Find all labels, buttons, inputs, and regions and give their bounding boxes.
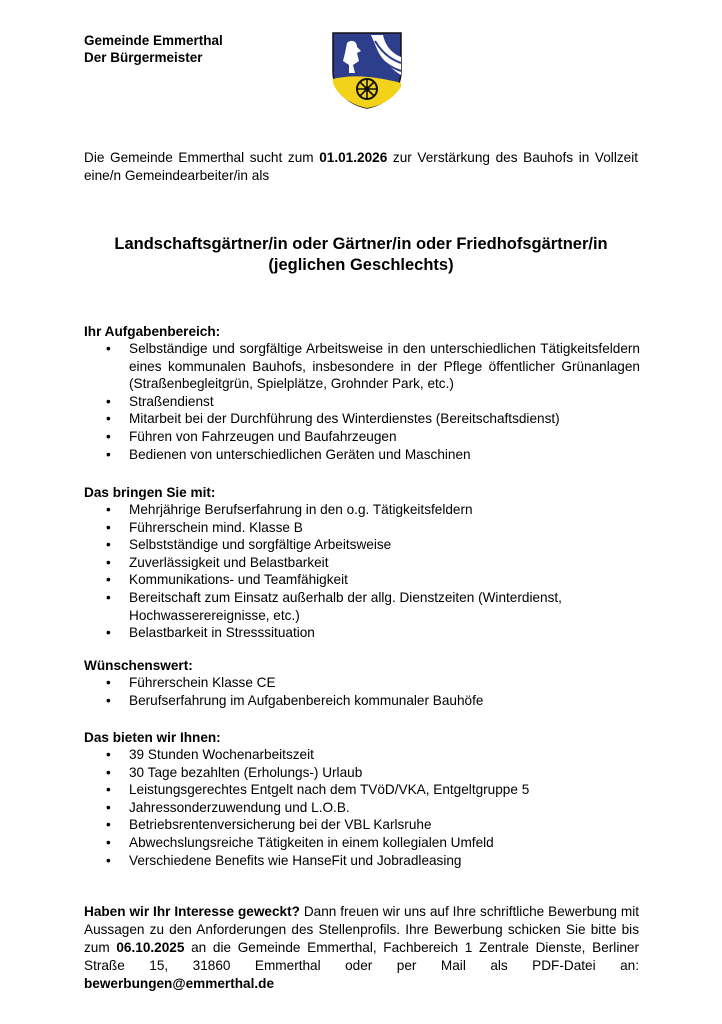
bullet-icon: • bbox=[106, 554, 111, 570]
section-mitbringen bbox=[84, 484, 640, 642]
bullet-icon: • bbox=[106, 782, 111, 798]
list-item: • Bedienen von unterschiedlichen Geräten und Maschinen bbox=[106, 446, 471, 462]
intro-paragraph bbox=[84, 149, 638, 185]
bullet-icon: • bbox=[106, 428, 111, 444]
section-wuenschenswert bbox=[84, 657, 640, 709]
job-title-line2: (jeglichen Geschlechts) bbox=[268, 256, 454, 274]
list-item: • Mitarbeit bei der Durchführung des Winterdienstes (Bereitschaftsdienst) bbox=[106, 411, 560, 427]
closing-paragraph bbox=[84, 903, 639, 993]
closing-text-2: an die Gemeinde Emmerthal, Fachbereich 1 Zentrale Dienste, Berliner Straße 15, 31860 Emmerthal oder per Mail als PDF-Datei an: bbox=[84, 940, 639, 973]
closing-lead: Haben wir Ihr Interesse geweckt? bbox=[84, 904, 300, 919]
list-item: • Belastbarkeit in Stresssituation bbox=[106, 625, 315, 641]
letterhead bbox=[84, 32, 223, 66]
job-title bbox=[84, 234, 638, 276]
bullet-icon: • bbox=[106, 625, 111, 641]
list-item: • 39 Stunden Wochenarbeitszeit bbox=[106, 747, 314, 762]
list-item: • 30 Tage bezahlten (Erholungs-) Urlaub bbox=[106, 764, 363, 780]
list-item: • Führerschein mind. Klasse B bbox=[106, 519, 303, 535]
application-email[interactable]: bewerbungen@emmerthal.de bbox=[84, 976, 275, 991]
bullet-icon: • bbox=[106, 446, 111, 462]
bullet-icon: • bbox=[106, 589, 111, 605]
bullet-icon: • bbox=[106, 519, 111, 535]
closing-text-1: Dann freuen wir uns auf Ihre schriftliche Bewerbung mit Aussagen zu den Anforderungen des Stellenprofils. Ihre Bewerbung schicken Sie bitte bis zum bbox=[84, 904, 639, 955]
section-heading: Das bringen Sie mit: bbox=[84, 485, 216, 500]
list-item: • Leistungsgerechtes Entgelt nach dem TVöD/VKA, Entgeltgruppe 5 bbox=[106, 782, 530, 798]
bullet-list bbox=[84, 501, 640, 642]
list-item: • Führen von Fahrzeugen und Baufahrzeugen bbox=[106, 428, 397, 444]
bullet-list bbox=[84, 674, 640, 709]
section-heading: Ihr Aufgabenbereich: bbox=[84, 324, 221, 339]
bullet-icon: • bbox=[106, 502, 111, 517]
intro-text-before: Die Gemeinde Emmerthal sucht zum bbox=[84, 150, 320, 165]
section-heading: Wünschenswert: bbox=[84, 658, 193, 673]
list-item: • Mehrjährige Berufserfahrung in den o.g. Tätigkeitsfeldern bbox=[106, 502, 473, 517]
section-bieten bbox=[84, 729, 640, 869]
bullet-icon: • bbox=[106, 572, 111, 588]
mayor-line: Der Bürgermeister bbox=[84, 50, 203, 65]
job-title-line1: Landschaftsgärtner/in oder Gärtner/in oder Friedhofsgärtner/in bbox=[114, 235, 608, 253]
list-item: • Selbständige und sorgfältige Arbeitsweise in den unterschiedlichen Tätigkeitsfeldern eines kommunalen Bauhofs, insbesondere in der Pflege öffentlicher Grünanlagen (Straßenbegleitgrün, Spielplätze, Grohnder Park, etc.) bbox=[106, 341, 640, 392]
list-item: • Bereitschaft zum Einsatz außerhalb der allg. Dienstzeiten (Winterdienst, Hochwasserereignisse, etc.) bbox=[106, 589, 562, 623]
coat-of-arms-icon bbox=[331, 31, 403, 109]
intro-text-after: zur Verstärkung des Bauhofs in Vollzeit eine/n Gemeindearbeiter/in als bbox=[84, 150, 638, 183]
bullet-icon: • bbox=[106, 537, 111, 553]
application-deadline: 06.10.2025 bbox=[116, 940, 185, 955]
list-item: • Führerschein Klasse CE bbox=[106, 675, 276, 690]
list-item: • Zuverlässigkeit und Belastbarkeit bbox=[106, 554, 329, 570]
list-item: • Selbstständige und sorgfältige Arbeitsweise bbox=[106, 537, 392, 553]
list-item: • Straßendienst bbox=[106, 393, 214, 409]
bullet-icon: • bbox=[106, 393, 111, 409]
bullet-icon: • bbox=[106, 852, 111, 868]
list-item: • Abwechslungsreiche Tätigkeiten in einem kollegialen Umfeld bbox=[106, 834, 494, 850]
bullet-icon: • bbox=[106, 747, 111, 762]
list-item: • Jahressonderzuwendung und L.O.B. bbox=[106, 799, 350, 815]
list-item: • Verschiedene Benefits wie HanseFit und Jobradleasing bbox=[106, 852, 462, 868]
list-item: • Betriebsrentenversicherung bei der VBL Karlsruhe bbox=[106, 817, 432, 833]
bullet-list bbox=[84, 340, 640, 463]
list-item: • Kommunikations- und Teamfähigkeit bbox=[106, 572, 348, 588]
bullet-icon: • bbox=[106, 834, 111, 850]
municipality-name: Gemeinde Emmerthal bbox=[84, 33, 223, 48]
list-item: • Berufserfahrung im Aufgabenbereich kommunaler Bauhöfe bbox=[106, 692, 484, 708]
bullet-icon: • bbox=[106, 675, 111, 690]
bullet-icon: • bbox=[106, 764, 111, 780]
bullet-icon: • bbox=[106, 341, 111, 356]
bullet-icon: • bbox=[106, 411, 111, 427]
bullet-icon: • bbox=[106, 692, 111, 708]
bullet-icon: • bbox=[106, 817, 111, 833]
section-heading: Das bieten wir Ihnen: bbox=[84, 730, 221, 745]
section-aufgaben bbox=[84, 323, 640, 463]
start-date: 01.01.2026 bbox=[319, 150, 388, 165]
bullet-list bbox=[84, 746, 640, 869]
bullet-icon: • bbox=[106, 799, 111, 815]
